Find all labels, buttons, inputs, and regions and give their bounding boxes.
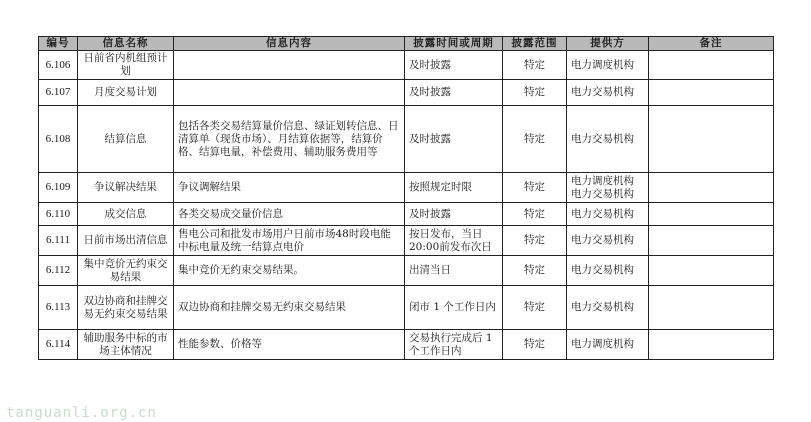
header-provider: 提供方	[567, 37, 649, 51]
header-content: 信息内容	[174, 37, 405, 51]
cell-provider: 电力交易机构	[567, 226, 649, 256]
cell-time: 交易执行完成后 1 个工作日内	[405, 330, 503, 360]
cell-name: 月度交易计划	[78, 80, 174, 106]
cell-content: 集中竞价无约束交易结果。	[174, 256, 405, 286]
cell-remarks	[649, 256, 774, 286]
cell-remarks	[649, 173, 774, 203]
header-remarks: 备注	[649, 37, 774, 51]
table-row	[39, 203, 774, 226]
cell-provider: 电力交易机构	[567, 256, 649, 286]
table-row	[39, 330, 774, 360]
table-row	[39, 286, 774, 330]
cell-name: 双边协商和挂牌交易无约束交易结果	[78, 286, 174, 330]
cell-time: 及时披露	[405, 51, 503, 80]
header-name: 信息名称	[78, 37, 174, 51]
table-body	[39, 51, 774, 360]
cell-time: 按照规定时限	[405, 173, 503, 203]
cell-name: 成交信息	[78, 203, 174, 226]
cell-time: 闭市 1 个工作日内	[405, 286, 503, 330]
table-row	[39, 173, 774, 203]
cell-provider: 电力交易机构	[567, 203, 649, 226]
cell-content	[174, 51, 405, 80]
cell-no: 6.108	[39, 106, 78, 173]
cell-remarks	[649, 51, 774, 80]
cell-content: 售电公司和批发市场用户日前市场48时段电能中标电量及统一结算点电价	[174, 226, 405, 256]
cell-content: 包括各类交易结算量价信息、绿证划转信息、日清算单（现货市场）、月结算依据等，结算价格、结算电量，补偿费用、辅助服务费用等	[174, 106, 405, 173]
header-scope: 披露范围	[503, 37, 567, 51]
cell-content	[174, 80, 405, 106]
cell-content: 性能参数、价格等	[174, 330, 405, 360]
cell-remarks	[649, 106, 774, 173]
cell-no: 6.106	[39, 51, 78, 80]
cell-scope: 特定	[503, 80, 567, 106]
cell-scope: 特定	[503, 173, 567, 203]
cell-remarks	[649, 226, 774, 256]
cell-time: 及时披露	[405, 203, 503, 226]
cell-no: 6.114	[39, 330, 78, 360]
cell-no: 6.109	[39, 173, 78, 203]
cell-name: 日前省内机组预计划	[78, 51, 174, 80]
cell-name: 结算信息	[78, 106, 174, 173]
cell-content: 争议调解结果	[174, 173, 405, 203]
cell-time: 按日发布，当日20:00前发布次日	[405, 226, 503, 256]
cell-scope: 特定	[503, 330, 567, 360]
cell-provider: 电力交易机构	[567, 106, 649, 173]
cell-name: 辅助服务中标的市场主体情况	[78, 330, 174, 360]
header-no: 编号	[39, 37, 78, 51]
cell-name: 集中竞价无约束交易结果	[78, 256, 174, 286]
cell-scope: 特定	[503, 203, 567, 226]
disclosure-table	[38, 36, 774, 360]
cell-scope: 特定	[503, 256, 567, 286]
cell-no: 6.110	[39, 203, 78, 226]
cell-provider: 电力交易机构	[567, 286, 649, 330]
cell-provider: 电力调度机构	[567, 330, 649, 360]
cell-no: 6.113	[39, 286, 78, 330]
table-row	[39, 80, 774, 106]
cell-remarks	[649, 330, 774, 360]
cell-remarks	[649, 80, 774, 106]
cell-provider: 电力调度机构	[567, 51, 649, 80]
table-header-row	[39, 37, 774, 51]
header-time: 披露时间或周期	[405, 37, 503, 51]
cell-remarks	[649, 203, 774, 226]
cell-name: 日前市场出清信息	[78, 226, 174, 256]
table-row	[39, 256, 774, 286]
cell-content: 各类交易成交量价信息	[174, 203, 405, 226]
cell-scope: 特定	[503, 51, 567, 80]
site-watermark: tanguanli.org.cn	[6, 405, 157, 421]
cell-no: 6.111	[39, 226, 78, 256]
cell-no: 6.107	[39, 80, 78, 106]
cell-remarks	[649, 286, 774, 330]
cell-time: 及时披露	[405, 80, 503, 106]
cell-scope: 特定	[503, 106, 567, 173]
cell-provider: 电力调度机构 电力交易机构	[567, 173, 649, 203]
cell-name: 争议解决结果	[78, 173, 174, 203]
cell-scope: 特定	[503, 226, 567, 256]
cell-content: 双边协商和挂牌交易无约束交易结果	[174, 286, 405, 330]
table-row	[39, 51, 774, 80]
cell-no: 6.112	[39, 256, 78, 286]
cell-scope: 特定	[503, 286, 567, 330]
cell-time: 及时披露	[405, 106, 503, 173]
cell-time: 出清当日	[405, 256, 503, 286]
cell-provider: 电力交易机构	[567, 80, 649, 106]
table-row	[39, 226, 774, 256]
table-row	[39, 106, 774, 173]
